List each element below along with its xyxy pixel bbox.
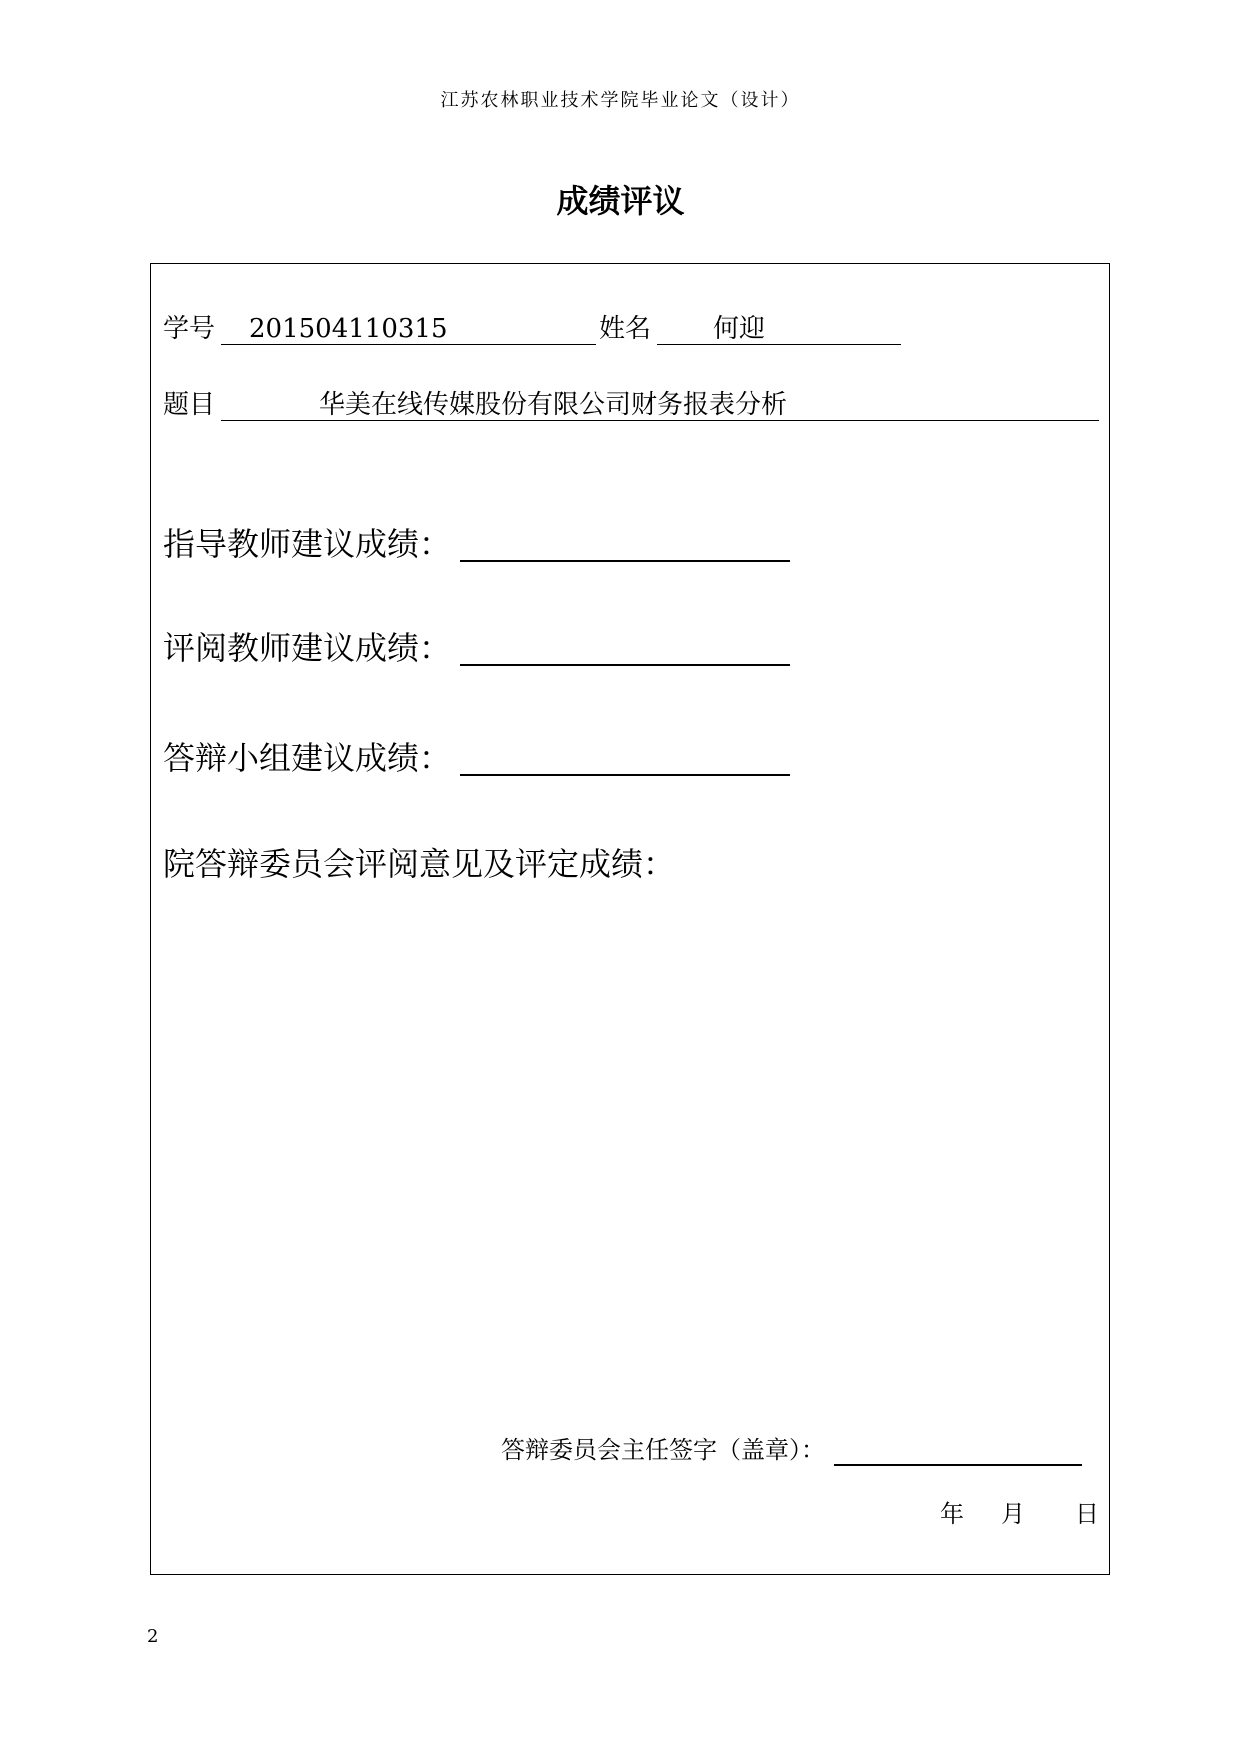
date-year: 年 [940, 1500, 964, 1528]
student-name-field [657, 314, 901, 345]
student-name-value: 何迎 [713, 314, 766, 344]
student-id-value: 201504110315 [249, 314, 448, 344]
reviewer-grade-label: 评阅教师建议成绩： [163, 629, 452, 667]
page-header: 江苏农林职业技术学院毕业论文（设计） [440, 90, 801, 111]
date-day: 日 [1075, 1500, 1099, 1528]
date-month: 月 [1001, 1500, 1025, 1528]
panel-grade-label: 答辩小组建议成绩： [163, 739, 452, 777]
committee-opinion-label: 院答辩委员会评阅意见及评定成绩： [163, 845, 676, 883]
student-id-label: 学号 [163, 314, 216, 344]
signature-label: 答辩委员会主任签字（盖章）： [501, 1436, 825, 1464]
page-number: 2 [147, 1626, 159, 1647]
page-title: 成绩评议 [556, 182, 685, 220]
panel-grade-line [460, 774, 790, 776]
evaluation-form [150, 263, 1110, 1575]
reviewer-grade-line [460, 664, 790, 666]
topic-label: 题目 [163, 390, 216, 420]
advisor-grade-line [460, 560, 790, 562]
advisor-grade-label: 指导教师建议成绩： [163, 525, 452, 563]
topic-value: 华美在线传媒股份有限公司财务报表分析 [319, 390, 788, 420]
topic-field [221, 390, 1099, 421]
student-id-field [221, 314, 596, 345]
student-name-label: 姓名 [599, 314, 652, 344]
signature-line [834, 1464, 1082, 1466]
